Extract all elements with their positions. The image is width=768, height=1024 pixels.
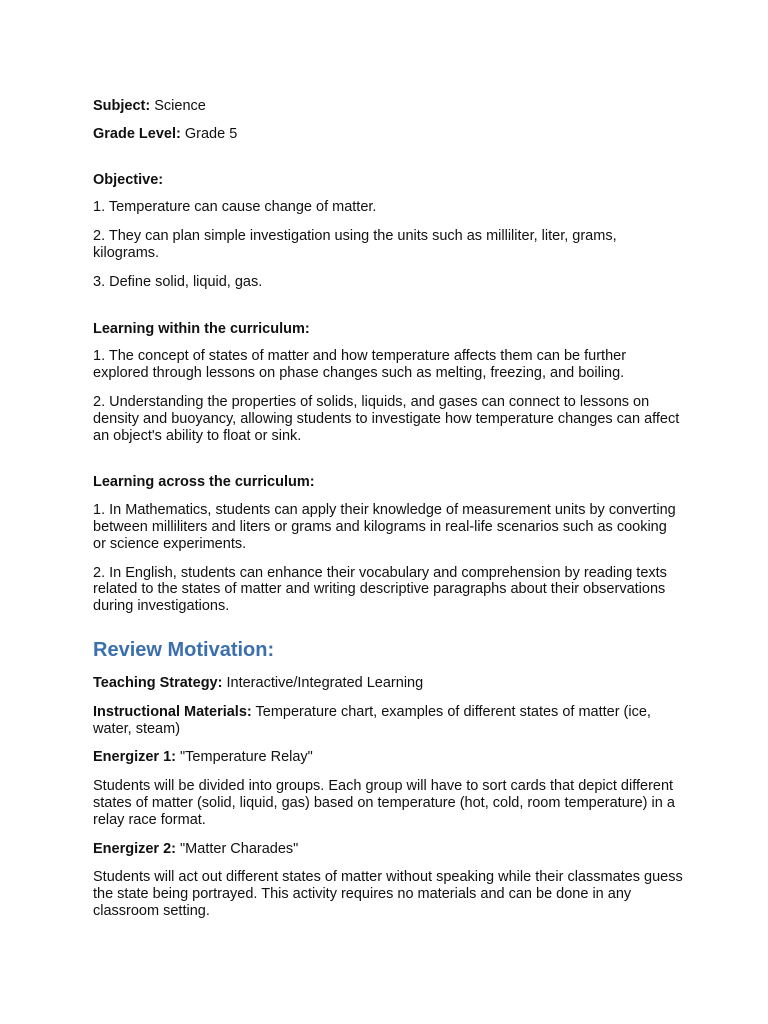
grade-level-value: Grade 5: [184, 125, 238, 142]
subject-value: Science: [154, 98, 206, 114]
energizer-2-label: Energizer 2:: [93, 840, 176, 857]
energizer-1-value: "Temperature Relay": [180, 749, 313, 766]
instructional-materials-value: Temperature chart, examples of different states of matter (ice, water, steam): [93, 703, 651, 737]
review-motivation-heading: Review Motivation:: [93, 638, 275, 661]
within-curriculum-heading: Learning within the curriculum:: [93, 320, 310, 337]
instructional-materials-label: Instructional Materials:: [93, 703, 252, 720]
subject-label: Subject:: [93, 98, 151, 114]
across-curriculum-item-2: 2. In English, students can enhance their vocabulary and comprehension by reading texts related to the states of matter and writing descriptive paragraphs about their observations during investigations.: [93, 564, 667, 615]
energizer-2-description: Students will act out different states of matter without speaking while their classmates guess the state being portrayed. This activity requires no materials and can be done in any classroom setting.: [93, 869, 683, 919]
energizer-1-line: [93, 749, 683, 766]
within-curriculum-item-1: 1. The concept of states of matter and how temperature affects them can be further explored through lessons on phase changes such as melting, freezing, and boiling.: [93, 348, 627, 382]
grade-level-line: [93, 126, 683, 143]
spacer: [93, 154, 683, 172]
teaching-strategy-line: [93, 675, 683, 692]
objective-item-3: 3. Define solid, liquid, gas.: [93, 273, 263, 290]
objective-heading: Objective:: [93, 171, 164, 188]
energizer-1-description: Students will be divided into groups. Each group will have to sort cards that depict different states of matter (solid, liquid, gas) based on temperature (hot, cold, room temperature) in a relay race format.: [93, 778, 675, 828]
across-curriculum-item-1: 1. In Mathematics, students can apply their knowledge of measurement units by converting between milliliters and liters or grams and kilograms in real-life scenarios such as cooking or science experiments.: [93, 502, 676, 552]
energizer-2-value: "Matter Charades": [180, 840, 299, 857]
objective-item-2: 2. They can plan simple investigation using the units such as milliliter, liter, grams, kilograms.: [93, 228, 617, 261]
grade-level-label: Grade Level:: [93, 125, 181, 142]
document-page: [93, 98, 683, 932]
energizer-2-line: [93, 841, 683, 858]
teaching-strategy-label: Teaching Strategy:: [93, 674, 223, 691]
objective-item-1: 1. Temperature can cause change of matter.: [93, 199, 377, 216]
spacer: [93, 627, 683, 638]
across-curriculum-heading: Learning across the curriculum:: [93, 474, 315, 491]
instructional-materials-line: [93, 704, 683, 738]
energizer-1-label: Energizer 1:: [93, 749, 176, 766]
subject-line: [93, 98, 683, 115]
spacer: [93, 303, 683, 321]
spacer: [93, 456, 683, 474]
teaching-strategy-value: Interactive/Integrated Learning: [226, 674, 424, 691]
within-curriculum-item-2: 2. Understanding the properties of solids, liquids, and gases can connect to lessons on density and buoyancy, allowing students to investigate how temperature changes can affect an object's ability to float or sink.: [93, 393, 680, 444]
